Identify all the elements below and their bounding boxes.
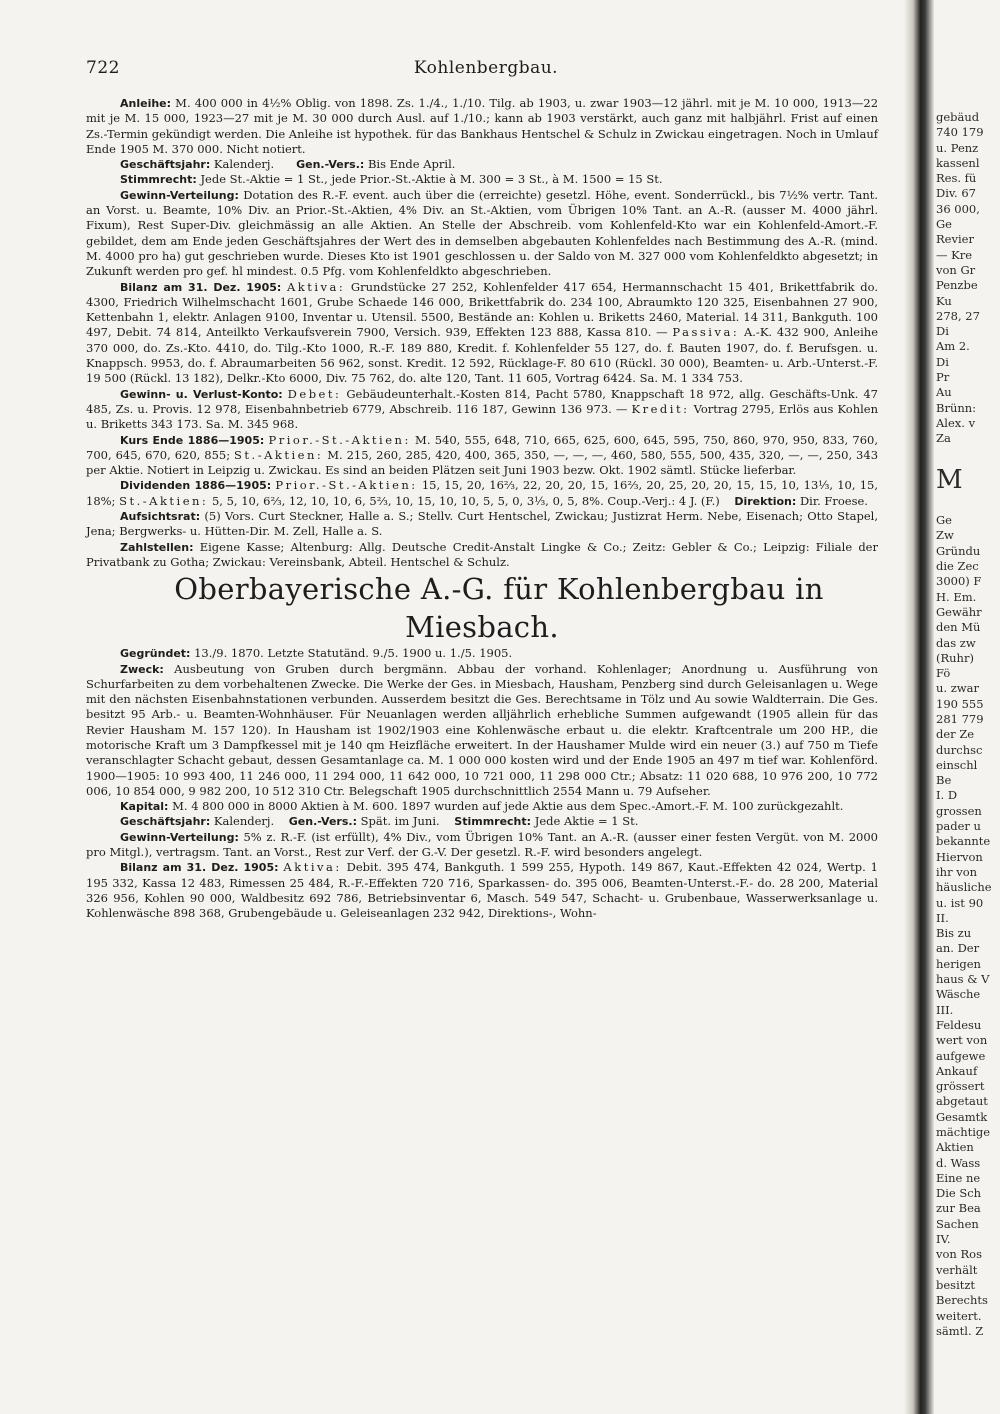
margin-fragment: Am 2. [936,339,970,354]
aufsichtsrat-text: (5) Vors. Curt Steckner, Halle a. S.; Stellv. Curt Hentschel, Zwickau; Justizrat Herm. Nebe, Eisenach; Otto Stapel, Jena; Bergwerks- u. Hütten-Dir. M. Zell, Halle a. S. [86,509,878,539]
margin-fragment: Be [936,773,952,788]
genvers-text: Bis Ende April. [367,157,456,172]
margin-fragment: 740 179 [936,125,984,140]
margin-fragment: besitzt [936,1277,976,1292]
margin-fragment: Res. fü [936,171,977,186]
company-geschaeftsjahr-paragraph [86,814,878,829]
margin-fragment: Gewähr [936,604,982,619]
stimmrecht-text: Jede St.-Aktie = 1 St., jede Prior.-St.-Aktie à M. 300 = 3 St., à M. 1500 = 15 St. [200,172,663,187]
zweck-label: Zweck: [120,662,164,676]
margin-fragment: zur Bea [936,1201,981,1216]
company-aktiva-word: Aktiva: [283,860,342,875]
aktiva-word: Aktiva: [286,279,346,294]
margin-fragment: Penzbe [936,278,978,293]
margin-fragment: Fö [936,666,951,681]
margin-fragment: Zw [936,528,954,543]
passiva-text: A.-K. 432 900, Anleihe 370 000, do. Zs.-Kto. 4410, do. Tilg.-Kto 1000, R.-F. 189 880, Kredit. f. Kohlenfelder 55 127, do. f. Bauten 1907, do. f. Berufsgen. u. Knappsch. 9953, do. f. Abraumarbeiten 56 962, sonst. Kredit. 12 592, Rücklage-F. 80 610 (Rückl. 30 000), Beamten- u. Arb.-Unterst.-F. 19 500 (Rückl. 13 182), Delkr.-Kto 6000, Div. 75 762, do. alte 120, Tant. 11 605, Vortrag 6424. Sa. M. 1 334 753. [86,325,878,386]
margin-fragment: Pr [936,370,950,385]
kurs-prior-text: M. 540, 555, 648, 710, 665, 625, 600, 645, 595, 750, 860, 970, 950, 833, 760, 700, 645, 670, 620, 855; [86,432,879,462]
margin-fragment: von Ros [936,1247,982,1262]
aufsichtsrat-paragraph [86,509,878,540]
margin-fragment: Aktien [936,1140,974,1155]
margin-fragment: 36 000, [936,201,980,216]
margin-fragment: d. Wass [936,1155,981,1170]
kapital-label: Kapital: [120,800,169,814]
margin-fragment: u. zwar [936,681,979,696]
margin-fragment: 190 555 [936,696,984,711]
anleihe-paragraph [86,96,878,157]
margin-fragment: u. Penz [936,140,979,155]
aufsichtsrat-label: Aufsichtsrat: [120,510,201,524]
page-number: 722 [86,58,120,78]
margin-fragment: sämtl. Z [936,1323,984,1338]
margin-fragment: haus & V [936,972,990,987]
margin-fragment: Gesamtk [936,1109,988,1124]
anleihe-text: M. 400 000 in 4½% Oblig. von 1898. Zs. 1./4., 1./10. Tilg. ab 1903, u. zwar 1903—12 jährl. mit je M. 10 000, 1913—22 mit je M. 15 000, 1923—27 mit je M. 30 000 durch Ausl. auf 1./10.; kann ab 1903 verstärkt, auch ganz mit halbjährl. Frist auf einen Zs.-Termin gekündigt werden. Die Anleihe ist hypothek. für das Bankhaus Hentschel & Schulz in Zwickau eingetragen. Noch in Umlauf Ende 1905 M. 370 000. Nicht notiert. [86,96,879,156]
margin-fragment: herigen [936,956,981,971]
margin-fragment: II. [936,910,949,925]
company-bilanz-label: Bilanz am 31. Dez. 1905: [120,861,279,875]
gewinn-text: Dotation des R.-F. event. auch über die (erreichte) gesetzl. Höhe, event. Sonderrückl., bis 7½% vertr. Tant. an Vorst. u. Beamte, 10% Div. an Prior.-St.-Aktien, 4% Div. an St.-Aktien, vom Übrigen 10% Tant. an A.-R. (ausser M. 4000 jährl. Fixum), Rest Super-Div. gleichmässig an alle Aktien. An Stelle der Abschreib. vom Kohlenfeld-Kto war ein Kohlenfeld-Amort.-F. gebildet, dem am Ende jeden Geschäftsjahres der Wert des in demselben abgebauten Kohlenfeldes nach Bestimmung des A.-R. (mind. M. 4000 pro ha) gut geschrieben wurde. Dieses Kto ist 1901 geschlossen u. der Saldo von M. 327 000 vom Kohlenfeldkto abgesetzt; in Zukunft werden pro gef. hl mindest. 0.5 Pfg. vom Kohlenfeldkto abgeschrieben. [86,187,879,279]
margin-fragment: Ge [936,513,952,528]
margin-fragment: 3000) F [936,574,982,589]
margin-fragment: pader u [936,819,981,834]
company-gewinn-label: Gewinn-Verteilung: [120,830,239,844]
kapital-text: M. 4 800 000 in 8000 Aktien à M. 600. 1897 wurden auf jede Aktie aus dem Spec.-Amort.-F. M. 100 zurückgezahlt. [172,799,844,814]
margin-fragment: Revier [936,232,974,247]
debet-word: Debet: [287,386,342,401]
div-prior-text: 15, 15, 20, 16⅔, 22, 20, 20, 15, 16⅔, 20, 25, 20, 20, 15, 15, 10, 13⅓, 10, 15, 18%; [86,478,878,508]
company-aktiva-text: Debit. 395 474, Bankguth. 1 599 255, Hypoth. 149 867, Kaut.-Effekten 42 024, Wertp. 1 195 332, Kassa 12 483, Rimessen 25 484, R.-F.-Effekten 720 716, Sparkassen- do. 395 006, Beamten-Unterst.-F.- do. 28 200, Material 326 956, Kohlen 90 000, Waldbesitz 692 786, Betriebsinventar 6, Masch. 549 547, Schacht- u. Grubenbaue, Wasserwerksanlage u. Kohlenwäsche 898 368, Grubengebäude u. Geleiseanlagen 232 942, Direktions-, Wohn- [86,860,878,921]
kurs-label: Kurs Ende 1886—1905: [120,433,265,447]
margin-fragment: Di [936,324,949,339]
margin-fragment: bekannte [936,834,991,849]
margin-fragment: das zw [936,635,976,650]
bilanz-label: Bilanz am 31. Dez. 1905: [120,280,282,294]
book-gutter [904,0,934,1414]
margin-fragment: Di [936,354,949,369]
adjacent-page-strip [936,110,1000,1410]
running-title: Kohlenbergbau. [413,58,559,78]
margin-fragment: der Ze [936,727,975,742]
company-stimmrecht-label: Stimmrecht: [454,815,532,829]
stimmrecht-label: Stimmrecht: [120,173,197,187]
margin-fragment: Bis zu [936,926,972,941]
gegruendet-text: 13./9. 1870. Letzte Statutänd. 9./5. 1900 u. 1./5. 1905. [194,646,513,661]
margin-fragment: 278, 27 [936,308,980,323]
company-gewinn-text: 5% z. R.-F. (ist erfüllt), 4% Div., vom Übrigen 10% Tant. an A.-R. (ausser einer festen Vergüt. von M. 2000 pro Mitgl.), vertragsm. Tant. an Vorst., Rest zur Verf. der G.-V. Der gesetzl. R.-F. wird besonders angelegt. [86,829,878,860]
kurs-st-word: St.-Aktien: [234,447,324,462]
margin-fragment: abgetaut [936,1094,988,1109]
dividenden-paragraph [86,478,878,509]
margin-fragment: Au [936,385,952,400]
kurs-prior-word: Prior.-St.-Aktien: [268,432,411,447]
direktion-text: Dir. Froese. [799,493,868,508]
company-genvers-label: Gen.-Vers.: [288,815,357,829]
margin-fragment: den Mü [936,620,981,635]
company-bilanz-paragraph [86,860,878,921]
gegruendet-paragraph [86,646,878,661]
margin-fragment: Die Sch [936,1186,982,1201]
margin-fragment: Wäsche [936,987,981,1002]
margin-fragment: Alex. v [936,415,976,430]
margin-fragment: von Gr [936,262,976,277]
margin-fragment: Ankauf [936,1063,978,1078]
company-geschaeftsjahr-label: Geschäftsjahr: [120,815,211,829]
margin-fragment: mächtige [936,1125,991,1139]
anleihe-label: Anleihe: [120,97,172,110]
div-prior-word: Prior.-St.-Aktien: [275,478,418,493]
guv-paragraph [86,387,878,433]
margin-fragment: Za [936,431,951,446]
dividenden-label: Dividenden 1886—1905: [120,479,272,493]
gewinn-label: Gewinn-Verteilung: [120,188,239,202]
aktiva-text: Grundstücke 27 252, Kohlenfelder 417 654, Hermannschacht 15 401, Brikettfabrik do. 4300, Friedrich Wilhelmschacht 1601, Grube Schaede 146 000, Brikettfabrik do. 234 100, Abraumkto 120 325, Eisenbahnen 27 900, Kettenbahn 1, elektr. Anlagen 9100, Inventar u. Utensil. 5500, Bestände an: Kohlen u. Briketts 2460, Material. 14 311, Bankguth. 100 497, Debit. 74 814, Anteilkto Verkaufsverein 7900, Versich. 939, Effekten 123 888, Kassa 810. — [86,279,879,340]
guv-label: Gewinn- u. Verlust-Konto: [120,387,283,401]
geschaeftsjahr-text: Kalenderj. [213,157,275,172]
main-column [86,96,878,922]
margin-fragment: gebäud [936,110,980,124]
margin-fragment: Hiervon [936,849,983,864]
margin-fragment: grossen [936,803,982,818]
passiva-word: Passiva: [672,325,740,340]
margin-fragment: Sachen [936,1216,979,1231]
margin-fragment: IV. [936,1232,951,1247]
margin-fragment: aufgewe [936,1048,986,1063]
company-genvers-text: Spät. im Juni. [360,814,440,829]
margin-fragment: Berechts [936,1293,988,1308]
company-gewinn-paragraph [86,830,878,861]
kredit-word: Kredit: [631,401,690,416]
company-title: Oberbayerische A.-G. für Kohlenbergbau in Miesbach. [174,572,824,645]
gegruendet-label: Gegründet: [120,647,191,661]
margin-fragment: — Kre [936,247,973,262]
margin-fragment: Eine ne [936,1170,981,1185]
zweck-paragraph [86,662,878,800]
zweck-text: Ausbeutung von Gruben durch bergmänn. Abbau der vorhand. Kohlenlager; Anordnung u. Ausführung von Schurfarbeiten zu dem vorbehaltenen Zwecke. Die Werke der Ges. in Miesbach, Hausham, Penzberg sind durch Geleisanlagen u. Wege mit den nächsten Eisenbahnstationen verbunden. Ausserdem besitzt die Ges. Berechtsame in Tölz und Au sowie Waldterrain. Die Ges. besitzt 95 Arb.- u. Beamten-Wohnhäuser. Für Neuanlagen werden alljährlich erhebliche Summen aufgewandt (1905 allein für das Revier Hausham M. 157 120). In Hausham ist 1902/1903 eine Kohlenwäsche erbaut u. die elektr. Kraftcentrale um 200 HP., die motorische Kraft um 3 Dampfkessel mit je 140 qm Heizfläche erweitert. In der Haushamer Mulde wird ein neuer (3.) auf 750 m Tiefe veranschlagter Schacht gebaut, dessen Gesamtanlage ca. M. 1 000 000 kosten wird und der Ende 1905 an 497 m tief war. Kohlenförd. 1900—1905: 10 993 400, 11 246 000, 11 294 000, 11 642 000, 10 721 000, 11 298 000 Ctr.; Absatz: 11 020 688, 10 976 200, 10 772 006, 10 854 000, 9 982 200, 10 512 310 Ctr. Belegschaft 1905 durchschnittlich 2554 Mann u. 79 Aufseher. [86,661,878,798]
genvers-label: Gen.-Vers.: [296,158,365,172]
margin-fragment: H. Em. [936,589,977,604]
margin-fragment: Gründu [936,543,981,558]
margin-fragment: Ge [936,217,952,232]
margin-fragment: Feldesu [936,1017,982,1032]
margin-fragment: Div. 67 [936,186,976,201]
margin-fragment: Ku [936,293,952,308]
geschaeftsjahr-paragraph [86,157,878,172]
margin-fragment: (Ruhr) [936,650,974,665]
margin-fragment: I. D [936,788,958,803]
stimmrecht-paragraph [86,172,878,187]
margin-fragment: grössert [936,1079,985,1094]
kapital-paragraph [86,799,878,814]
margin-fragment: Brünn: [936,400,977,415]
kurs-st-text: M. 215, 260, 285, 420, 400, 365, 350, —, —, —, 460, 580, 555, 500, 435, 320, —, —, 250, 343 per Aktie. Notiert in Leipzig u. Zwickau. Es sind an beiden Plätzen seit Juni 1903 bezw. Okt. 1902 sämtl. Stücke lieferbar. [86,447,879,478]
company-stimmrecht-text: Jede Aktie = 1 St. [534,814,639,829]
margin-fragment: weitert. [936,1308,982,1323]
bilanz-paragraph [86,280,878,387]
margin-fragment: wert von [936,1033,988,1048]
div-st-text: 5, 5, 10, 6⅔, 12, 10, 10, 6, 5⅔, 10, 15, 10, 10, 5, 5, 0, 3⅓, 0, 5, 8%. Coup.-Verj.: 4 J. (F.) [211,493,720,508]
direktion-label: Direktion: [734,494,797,508]
margin-fragment [936,447,1000,462]
margin-big-letter: M [936,464,963,495]
gewinn-paragraph [86,188,878,280]
margin-fragment: einschl [936,757,978,772]
margin-fragment: durchsc [936,742,983,757]
margin-fragment: häusliche [936,880,992,895]
company-geschaeftsjahr-text: Kalenderj. [213,814,275,829]
margin-fragment: kassenl [936,155,980,170]
margin-fragment: verhält [936,1262,978,1277]
margin-fragment [936,498,1000,513]
geschaeftsjahr-label: Geschäftsjahr: [120,158,211,172]
margin-fragment: 281 779 [936,711,984,726]
kredit-text: Vortrag 2795, Erlös aus Kohlen u. Briketts 343 173. Sa. M. 345 968. [86,401,878,432]
page-header [86,58,886,84]
zahlstellen-paragraph [86,540,878,571]
zahlstellen-text: Eigene Kasse; Altenburg: Allg. Deutsche Credit-Anstalt Lingke & Co.; Zeitz: Gebler & Co.; Leipzig: Filiale der Privatbank zu Gotha; Zwickau: Vereinsbank, Abteil. Hentschel & Schulz. [86,539,878,569]
zahlstellen-label: Zahlstellen: [120,540,194,554]
div-st-word: St.-Aktien: [119,493,209,508]
debet-text: Gebäudeunterhalt.-Kosten 814, Pacht 5780, Knappschaft 18 972, allg. Geschäfts-Unk. 47 485, Zs. u. Provis. 12 978, Eisenbahnbetrieb 6779, Abschreib. 116 187, Gewinn 136 973. — [86,386,878,416]
margin-fragment: die Zec [936,559,979,574]
margin-fragment: u. ist 90 [936,895,984,910]
margin-fragment: ihr von [936,864,978,879]
margin-fragment: an. Der [936,941,980,956]
margin-fragment: III. [936,1002,954,1017]
kurs-paragraph [86,433,878,479]
